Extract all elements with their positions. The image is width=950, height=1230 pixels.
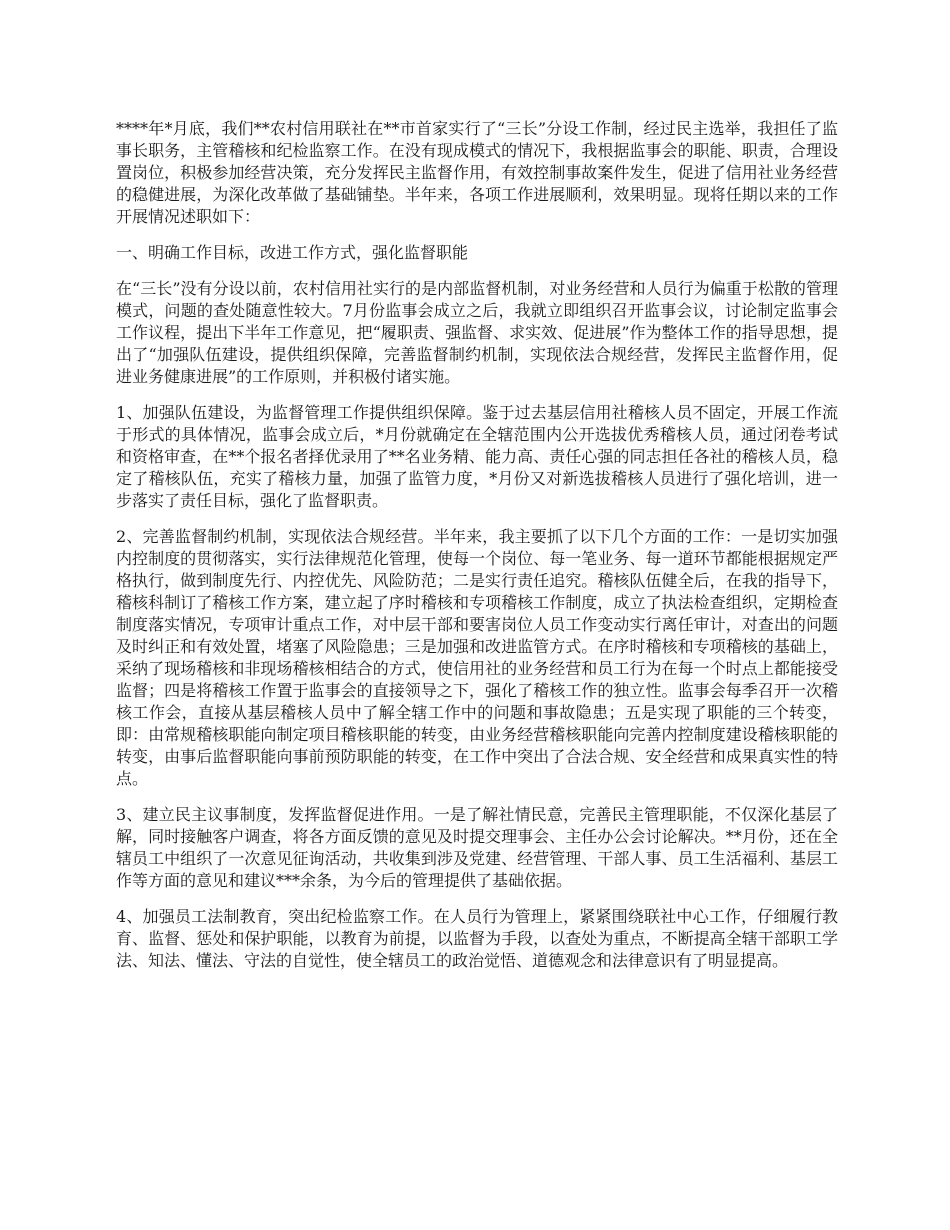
item-1-paragraph: 1、加强队伍建设，为监督管理工作提供组织保障。鉴于过去基层信用社稽核人员不固定，开展工作流于形式的具体情况，监事会成立后，*月份就确定在全辖范围内公开选拔优秀稽核人员，通过闭卷考试和资格审查，在**个报名者择优录用了**名业务精、能力高、责任心强的同志担任各社的稽核人员，稳定了稽核队伍，充实了稽核力量，加强了监管力度，*月份又对新选拔稽核人员进行了强化培训，进一步落实了责任目标，强化了监督职责。 bbox=[116, 403, 838, 510]
intro-paragraph: ****年*月底，我们**农村信用联社在**市首家实行了“三长”分设工作制，经过民主选举，我担任了监事长职务，主管稽核和纪检监察工作。在没有现成模式的情况下，我根据监事会的职能、职责，合理设置岗位，积极参加经营决策，充分发挥民主监督作用，有效控制事故案件发生，促进了信用社业务经营的稳健进展，为深化改革做了基础铺垫。半年来，各项工作进展顺利，效果明显。现将任期以来的工作开展情况述职如下： bbox=[116, 119, 838, 226]
section-intro-paragraph: 在“三长”没有分设以前，农村信用社实行的是内部监督机制，对业务经营和人员行为偏重于松散的管理模式，问题的查处随意性较大。7月份监事会成立之后，我就立即组织召开监事会议，讨论制定监事会工作议程，提出下半年工作意见，把“履职责、强监督、求实效、促进展”作为整体工作的指导思想，提出了“加强队伍建设，提供组织保障，完善监督制约机制，实现依法合规经营，发挥民主监督作用，促进业务健康进展”的工作原则，并积极付诸实施。 bbox=[116, 279, 838, 386]
item-2-paragraph: 2、完善监督制约机制，实现依法合规经营。半年来，我主要抓了以下几个方面的工作：一是切实加强内控制度的贯彻落实，实行法律规范化管理，使每一个岗位、每一笔业务、每一道环节都能根据规定严格执行，做到制度先行、内控优先、风险防范；二是实行责任追究。稽核队伍健全后，在我的指导下，稽核科制订了稽核工作方案，建立起了序时稽核和专项稽核工作制度，成立了执法检查组织，定期检查制度落实情况，专项审计重点工作，对中层干部和要害岗位人员工作变动实行离任审计，对查出的问题及时纠正和有效处置，堵塞了风险隐患；三是加强和改进监管方式。在序时稽核和专项稽核的基础上，采纳了现场稽核和非现场稽核相结合的方式，使信用社的业务经营和员工行为在每一个时点上都能接受监督；四是将稽核工作置于监事会的直接领导之下，强化了稽核工作的独立性。监事会每季召开一次稽核工作会，直接从基层稽核人员中了解全辖工作中的问题和事故隐患；五是实现了职能的三个转变，即：由常规稽核职能向制定项目稽核职能的转变，由业务经营稽核职能向完善内控制度建设稽核职能的转变，由事后监督职能向事前预防职能的转变，在工作中突出了合法合规、安全经营和成果真实性的特点。 bbox=[116, 527, 838, 788]
item-3-paragraph: 3、建立民主议事制度，发挥监督促进作用。一是了解社情民意，完善民主管理职能，不仅深化基层了解，同时接触客户调查，将各方面反馈的意见及时提交理事会、主任办公会讨论解决。**月份，还在全辖员工中组织了一次意见征询活动，共收集到涉及党建、经营管理、干部人事、员工生活福利、基层工作等方面的意见和建议***余条，为今后的管理提供了基础依据。 bbox=[116, 805, 838, 890]
section-heading: 一、明确工作目标，改进工作方式，强化监督职能 bbox=[116, 243, 469, 262]
item-4-paragraph: 4、加强员工法制教育，突出纪检监察工作。在人员行为管理上，紧紧围绕联社中心工作，仔细履行教育、监督、惩处和保护职能，以教育为前提，以监督为手段，以查处为重点，不断提高全辖干部职工学法、知法、懂法、守法的自觉性，使全辖员工的政治觉悟、道德观念和法律意识有了明显提高。 bbox=[116, 907, 838, 970]
document-body bbox=[116, 118, 838, 986]
